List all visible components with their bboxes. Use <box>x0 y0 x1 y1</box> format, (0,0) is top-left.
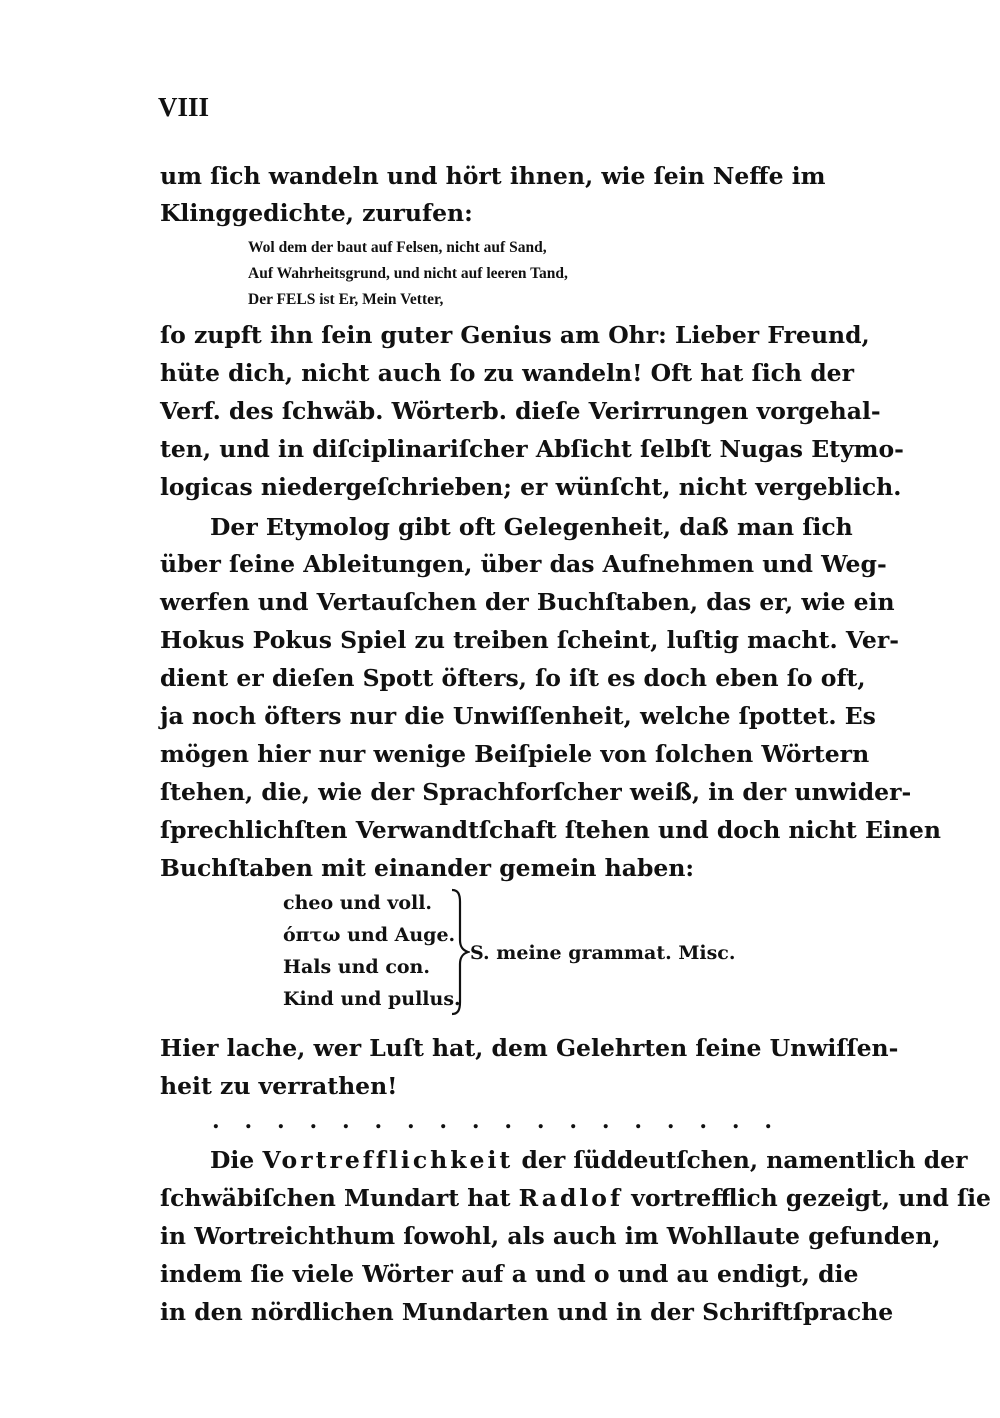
text-line: Der Etymolog gibt oft Gelegenheit, daß man ſich <box>210 513 853 541</box>
text-line: werfen und Vertauſchen der Buchſtaben, das er, wie ein <box>160 588 895 616</box>
section-separator: . . . . . . . . . . . . . . . . . . <box>212 1108 772 1134</box>
text-line: in Wortreichthum ſowohl, als auch im Wohllaute gefunden, <box>160 1222 941 1250</box>
example-pair: cheo und voll. <box>283 892 433 914</box>
text-line: Hier lache, wer Luſt hat, dem Gelehrten ſeine Unwiſſen- <box>160 1034 899 1062</box>
example-pair: Kind und pullus. <box>283 988 461 1010</box>
text-line: Klinggedichte, zurufen: <box>160 199 473 227</box>
text-line: um ſich wandeln und hört ihnen, wie ſein Neffe im <box>160 162 826 190</box>
text-line: Verf. des ſchwäb. Wörterb. dieſe Verirrungen vorgehal- <box>160 397 881 425</box>
text-line <box>210 1145 968 1175</box>
text-line: ſo zupft ihn ſein guter Genius am Ohr: Lieber Freund, <box>160 321 870 349</box>
text-line: ſprechlichſten Verwandtſchaft ſtehen und doch nicht Einen <box>160 816 941 844</box>
text-segment: Die <box>210 1146 263 1174</box>
text-line: heit zu verrathen! <box>160 1072 398 1100</box>
text-line: hüte dich, nicht auch ſo zu wandeln! Oft hat ſich der <box>160 359 854 387</box>
verse-line: Wol dem der baut auf Felsen, nicht auf Sand, <box>248 239 547 256</box>
author-name: Radlof <box>518 1184 624 1212</box>
text-line: dient er dieſen Spott öfters, ſo iſt es doch eben ſo oft, <box>160 664 866 692</box>
emphasized-term: Vortrefflichkeit <box>262 1146 514 1174</box>
page-number: VIII <box>158 92 210 122</box>
text-line: Buchſtaben mit einander gemein haben: <box>160 854 695 882</box>
text-line: logicas niedergeſchrieben; er wünſcht, nicht vergeblich. <box>160 473 902 501</box>
text-segment: vortrefflich gezeigt, und ſie <box>623 1184 991 1212</box>
text-line: ten, und in diſciplinariſcher Abſicht ſelbſt Nugas Etymo- <box>160 435 904 463</box>
reference-note: S. meine grammat. Misc. <box>470 942 736 964</box>
verse-line: Der FELS ist Er, Mein Vetter, <box>248 291 444 308</box>
text-line: Hokus Pokus Spiel zu treiben ſcheint, luſtig macht. Ver- <box>160 626 899 654</box>
verse-line: Auf Wahrheitsgrund, und nicht auf leeren Tand, <box>248 265 568 282</box>
text-line: mögen hier nur wenige Beiſpiele von ſolchen Wörtern <box>160 740 870 768</box>
text-line: indem ſie viele Wörter auf a und o und au endigt, die <box>160 1260 859 1288</box>
text-line: ja noch öfters nur die Unwiſſenheit, welche ſpottet. Es <box>160 702 876 730</box>
example-pair: όπτω und Auge. <box>283 924 456 946</box>
example-pair: Hals und con. <box>283 956 430 978</box>
text-line: in den nördlichen Mundarten und in der Schriftſprache <box>160 1298 894 1326</box>
text-segment: ſchwäbiſchen Mundart hat <box>160 1184 519 1212</box>
text-line: über ſeine Ableitungen, über das Aufnehmen und Weg- <box>160 550 887 578</box>
text-line: ſtehen, die, wie der Sprachforſcher weiß, in der unwider- <box>160 778 912 806</box>
curly-brace-icon <box>430 888 470 1016</box>
text-segment: der ſüddeutſchen, namentlich der <box>513 1146 968 1174</box>
text-line <box>160 1183 991 1213</box>
